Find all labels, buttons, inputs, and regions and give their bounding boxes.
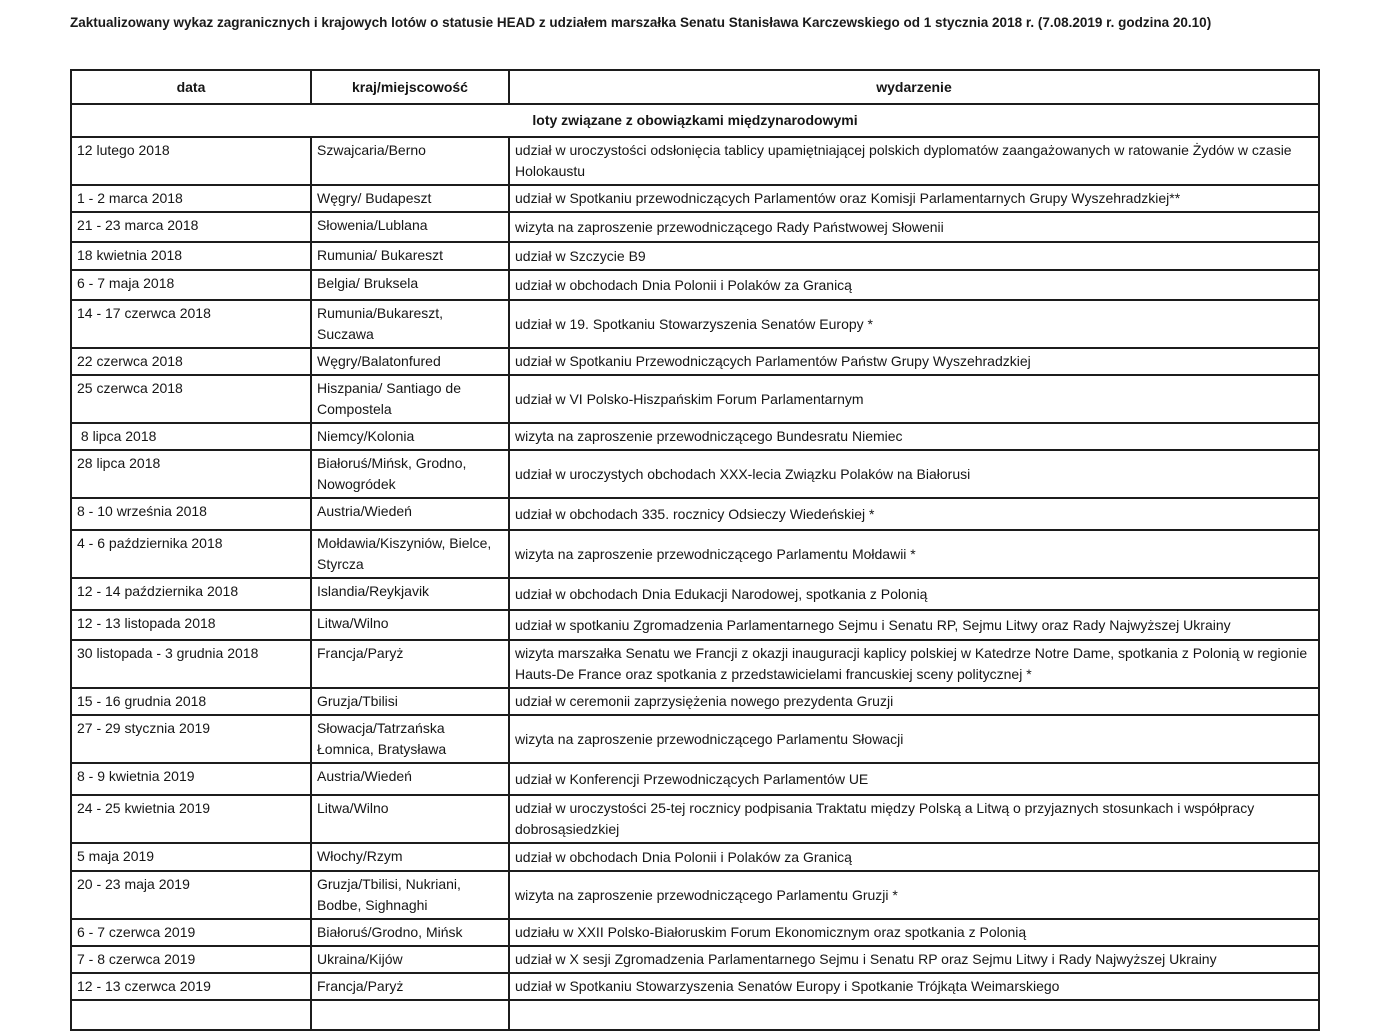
date-cell: 18 kwietnia 2018 bbox=[71, 242, 311, 270]
empty-cell bbox=[311, 1000, 509, 1030]
place-cell: Białoruś/Mińsk, Grodno, Nowogródek bbox=[311, 450, 509, 498]
place-cell: Słowenia/Lublana bbox=[311, 212, 509, 242]
table-header-row bbox=[71, 70, 1319, 104]
event-cell: wizyta na zaproszenie przewodniczącego Parlamentu Słowacji bbox=[509, 715, 1319, 763]
date-cell: 12 - 14 października 2018 bbox=[71, 578, 311, 610]
date-cell: 8 - 10 września 2018 bbox=[71, 498, 311, 530]
date-cell: 22 czerwca 2018 bbox=[71, 348, 311, 375]
event-cell: udział w obchodach Dnia Polonii i Polaków za Granicą bbox=[509, 843, 1319, 871]
table-row bbox=[71, 795, 1319, 843]
place-cell: Niemcy/Kolonia bbox=[311, 423, 509, 450]
date-cell: 25 czerwca 2018 bbox=[71, 375, 311, 423]
table-row bbox=[71, 688, 1319, 715]
date-cell: 24 - 25 kwietnia 2019 bbox=[71, 795, 311, 843]
table-row bbox=[71, 375, 1319, 423]
place-cell: Francja/Paryż bbox=[311, 973, 509, 1000]
table-row bbox=[71, 610, 1319, 640]
place-cell: Białoruś/Grodno, Mińsk bbox=[311, 919, 509, 946]
place-cell: Szwajcaria/Berno bbox=[311, 137, 509, 185]
place-cell: Belgia/ Bruksela bbox=[311, 270, 509, 300]
event-cell: udział w obchodach Dnia Polonii i Polaków za Granicą bbox=[509, 270, 1319, 300]
section-header-label: loty związane z obowiązkami międzynarodowymi bbox=[71, 104, 1319, 137]
place-cell: Słowacja/Tatrzańska Łomnica, Bratysława bbox=[311, 715, 509, 763]
table-row bbox=[71, 498, 1319, 530]
place-cell: Włochy/Rzym bbox=[311, 843, 509, 871]
event-cell: udział w ceremonii zaprzysiężenia nowego prezydenta Gruzji bbox=[509, 688, 1319, 715]
event-cell: udział w Konferencji Przewodniczących Parlamentów UE bbox=[509, 763, 1319, 795]
table-row bbox=[71, 578, 1319, 610]
date-cell: 28 lipca 2018 bbox=[71, 450, 311, 498]
place-cell: Litwa/Wilno bbox=[311, 610, 509, 640]
date-cell: 14 - 17 czerwca 2018 bbox=[71, 300, 311, 348]
table-row bbox=[71, 423, 1319, 450]
table-row bbox=[71, 270, 1319, 300]
date-cell: 12 - 13 czerwca 2019 bbox=[71, 973, 311, 1000]
place-cell: Ukraina/Kijów bbox=[311, 946, 509, 973]
event-cell: wizyta na zaproszenie przewodniczącego Bundesratu Niemiec bbox=[509, 423, 1319, 450]
place-cell: Gruzja/Tbilisi bbox=[311, 688, 509, 715]
date-cell: 12 - 13 listopada 2018 bbox=[71, 610, 311, 640]
date-cell: 1 - 2 marca 2018 bbox=[71, 185, 311, 212]
event-cell: udział w VI Polsko-Hiszpańskim Forum Parlamentarnym bbox=[509, 375, 1319, 423]
section-header-row bbox=[71, 104, 1319, 137]
event-cell: udział w X sesji Zgromadzenia Parlamentarnego Sejmu i Senatu RP oraz Sejmu Litwy i Rady Najwyższej Ukrainy bbox=[509, 946, 1319, 973]
place-cell: Mołdawia/Kiszyniów, Bielce, Styrcza bbox=[311, 530, 509, 578]
empty-cell bbox=[509, 1000, 1319, 1030]
date-cell: 6 - 7 maja 2018 bbox=[71, 270, 311, 300]
place-cell: Francja/Paryż bbox=[311, 640, 509, 688]
date-cell: 21 - 23 marca 2018 bbox=[71, 212, 311, 242]
empty-cell bbox=[71, 1000, 311, 1030]
place-cell: Rumunia/ Bukareszt bbox=[311, 242, 509, 270]
event-cell: udział w uroczystości odsłonięcia tablicy upamiętniającej polskich dyplomatów zaangażowanych w ratowanie Żydów w czasie Holokaustu bbox=[509, 137, 1319, 185]
table-row bbox=[71, 185, 1319, 212]
table-row bbox=[71, 871, 1319, 919]
date-cell: 12 lutego 2018 bbox=[71, 137, 311, 185]
date-cell: 8 - 9 kwietnia 2019 bbox=[71, 763, 311, 795]
date-cell: 20 - 23 maja 2019 bbox=[71, 871, 311, 919]
table-row bbox=[71, 137, 1319, 185]
column-header-date: data bbox=[71, 70, 311, 104]
event-cell: udział w Spotkaniu przewodniczących Parlamentów oraz Komisji Parlamentarnych Grupy Wyszehradzkiej** bbox=[509, 185, 1319, 212]
table-row bbox=[71, 763, 1319, 795]
event-cell: udział w Spotkaniu Przewodniczących Parlamentów Państw Grupy Wyszehradzkiej bbox=[509, 348, 1319, 375]
event-cell: udział w obchodach 335. rocznicy Odsieczy Wiedeńskiej * bbox=[509, 498, 1319, 530]
place-cell: Węgry/Balatonfured bbox=[311, 348, 509, 375]
event-cell: udział w 19. Spotkaniu Stowarzyszenia Senatów Europy * bbox=[509, 300, 1319, 348]
event-cell: wizyta na zaproszenie przewodniczącego Parlamentu Mołdawii * bbox=[509, 530, 1319, 578]
table-row bbox=[71, 530, 1319, 578]
event-cell: udział w uroczystości 25-tej rocznicy podpisania Traktatu między Polską a Litwą o przyjaznych stosunkach i współpracy dobrosąsiedzkiej bbox=[509, 795, 1319, 843]
event-cell: wizyta na zaproszenie przewodniczącego Parlamentu Gruzji * bbox=[509, 871, 1319, 919]
event-cell: udział w obchodach Dnia Edukacji Narodowej, spotkania z Polonią bbox=[509, 578, 1319, 610]
place-cell: Litwa/Wilno bbox=[311, 795, 509, 843]
page-title: Zaktualizowany wykaz zagranicznych i krajowych lotów o statusie HEAD z udziałem marszałka Senatu Stanisława Karczewskiego od 1 stycznia 2018 r. (7.08.2019 r. godzina 20.10) bbox=[70, 15, 1212, 30]
date-cell: 8 lipca 2018 bbox=[71, 423, 311, 450]
flights-table bbox=[70, 69, 1320, 1031]
table-row bbox=[71, 640, 1319, 688]
place-cell: Austria/Wiedeń bbox=[311, 498, 509, 530]
place-cell: Węgry/ Budapeszt bbox=[311, 185, 509, 212]
column-header-place: kraj/miejscowość bbox=[311, 70, 509, 104]
date-cell: 7 - 8 czerwca 2019 bbox=[71, 946, 311, 973]
date-cell: 4 - 6 października 2018 bbox=[71, 530, 311, 578]
date-cell: 15 - 16 grudnia 2018 bbox=[71, 688, 311, 715]
table-row bbox=[71, 300, 1319, 348]
place-cell: Islandia/Reykjavik bbox=[311, 578, 509, 610]
event-cell: udział w spotkaniu Zgromadzenia Parlamentarnego Sejmu i Senatu RP, Sejmu Litwy oraz Rady Najwyższej Ukrainy bbox=[509, 610, 1319, 640]
table-row bbox=[71, 919, 1319, 946]
partial-row-cutoff bbox=[71, 1000, 1319, 1030]
table-row bbox=[71, 843, 1319, 871]
table-row bbox=[71, 450, 1319, 498]
event-cell: udziału w XXII Polsko-Białoruskim Forum Ekonomicznym oraz spotkania z Polonią bbox=[509, 919, 1319, 946]
event-cell: udział w Szczycie B9 bbox=[509, 242, 1319, 270]
date-cell: 30 listopada - 3 grudnia 2018 bbox=[71, 640, 311, 688]
date-cell: 6 - 7 czerwca 2019 bbox=[71, 919, 311, 946]
table-row bbox=[71, 946, 1319, 973]
date-cell: 5 maja 2019 bbox=[71, 843, 311, 871]
table-row bbox=[71, 212, 1319, 242]
place-cell: Rumunia/Bukareszt, Suczawa bbox=[311, 300, 509, 348]
event-cell: udział w uroczystych obchodach XXX-lecia Związku Polaków na Białorusi bbox=[509, 450, 1319, 498]
column-header-event: wydarzenie bbox=[509, 70, 1319, 104]
event-cell: udział w Spotkaniu Stowarzyszenia Senatów Europy i Spotkanie Trójkąta Weimarskiego bbox=[509, 973, 1319, 1000]
event-cell: wizyta marszałka Senatu we Francji z okazji inauguracji kaplicy polskiej w Katedrze Notre Dame, spotkania z Polonią w regionie Hauts-De France oraz spotkania z przedstawicielami francuskiej sceny politycznej * bbox=[509, 640, 1319, 688]
place-cell: Gruzja/Tbilisi, Nukriani, Bodbe, Sighnaghi bbox=[311, 871, 509, 919]
table-row bbox=[71, 348, 1319, 375]
place-cell: Hiszpania/ Santiago de Compostela bbox=[311, 375, 509, 423]
table-row bbox=[71, 715, 1319, 763]
table-row bbox=[71, 973, 1319, 1000]
event-cell: wizyta na zaproszenie przewodniczącego Rady Państwowej Słowenii bbox=[509, 212, 1319, 242]
place-cell: Austria/Wiedeń bbox=[311, 763, 509, 795]
date-cell: 27 - 29 stycznia 2019 bbox=[71, 715, 311, 763]
table-row bbox=[71, 242, 1319, 270]
